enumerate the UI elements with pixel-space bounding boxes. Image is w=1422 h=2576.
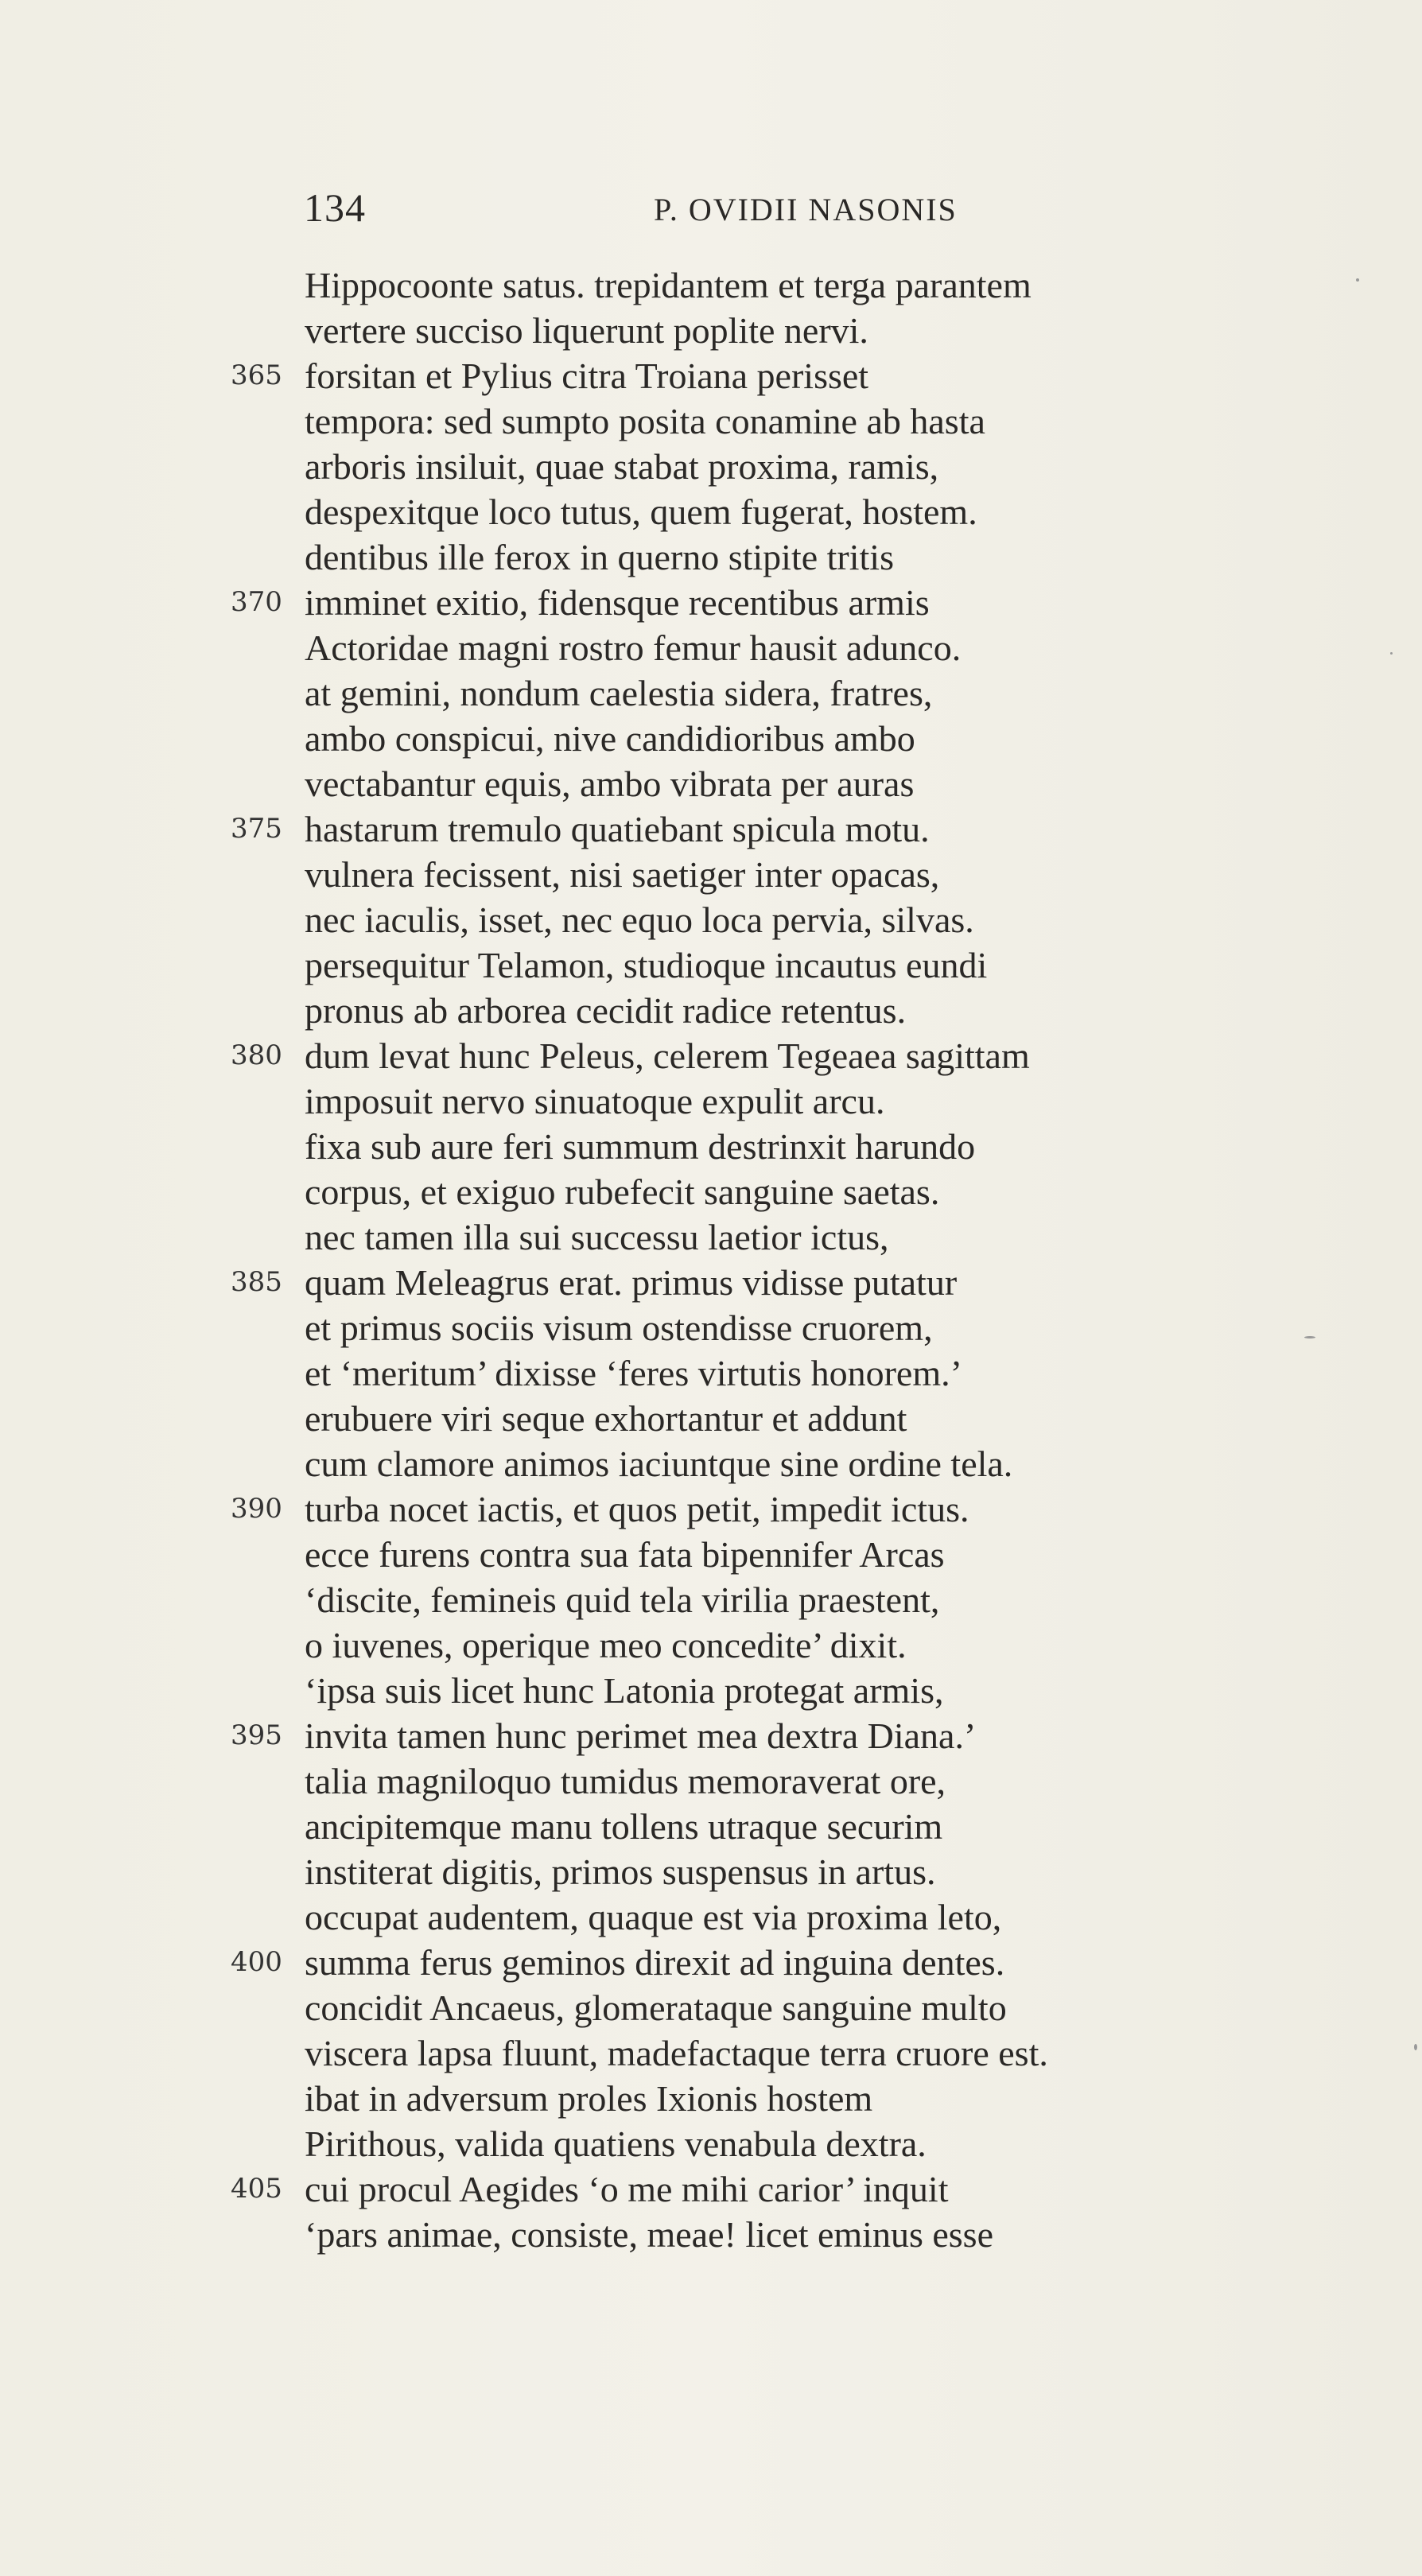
verse-line bbox=[0, 1350, 1422, 1396]
verse-line bbox=[0, 1849, 1422, 1894]
verse-line bbox=[0, 1668, 1422, 1713]
verse-line bbox=[0, 580, 1422, 625]
verse-line-text: ambo conspicui, nive candidioribus ambo bbox=[305, 718, 915, 759]
verse-line-text: Pirithous, valida quatiens venabula dextra. bbox=[305, 2123, 927, 2164]
verse-line bbox=[0, 534, 1422, 580]
verse-line bbox=[0, 2212, 1422, 2257]
verse-line bbox=[0, 1396, 1422, 1441]
verse-line bbox=[0, 1305, 1422, 1350]
verse-line bbox=[0, 806, 1422, 852]
verse-line bbox=[0, 353, 1422, 398]
verse-line bbox=[0, 716, 1422, 761]
verse-line-text: cui procul Aegides ‘o me mihi carior’ inquit bbox=[305, 2169, 949, 2209]
verse-line bbox=[0, 1532, 1422, 1577]
line-number: 385 bbox=[231, 1266, 282, 1298]
verse-line bbox=[0, 308, 1422, 353]
verse-line bbox=[0, 670, 1422, 716]
verse-line-text: vertere succiso liquerunt poplite nervi. bbox=[305, 310, 868, 351]
verse-line bbox=[0, 988, 1422, 1033]
verse-text bbox=[0, 262, 1422, 2257]
verse-line bbox=[0, 1622, 1422, 1668]
verse-line-text: imposuit nervo sinuatoque expulit arcu. bbox=[305, 1081, 885, 1121]
page-number: 134 bbox=[304, 185, 366, 230]
verse-line-text: dum levat hunc Peleus, celerem Tegeaea sagittam bbox=[305, 1035, 1030, 1076]
verse-line-text: turba nocet iactis, et quos petit, impedit ictus. bbox=[305, 1489, 969, 1529]
verse-line-text: nec tamen illa sui successu laetior ictus, bbox=[305, 1217, 889, 1257]
line-number: 400 bbox=[231, 1946, 282, 1978]
verse-line-text: corpus, et exiguo rubefecit sanguine saetas. bbox=[305, 1171, 940, 1212]
verse-line-text: vulnera fecissent, nisi saetiger inter opacas, bbox=[305, 854, 940, 895]
verse-line-text: dentibus ille ferox in querno stipite tritis bbox=[305, 537, 894, 577]
verse-line-text: ancipitemque manu tollens utraque securim bbox=[305, 1806, 943, 1847]
verse-line-text: summa ferus geminos direxit ad inguina dentes. bbox=[305, 1942, 1005, 1983]
verse-line bbox=[0, 1804, 1422, 1849]
verse-line bbox=[0, 1985, 1422, 2030]
verse-line bbox=[0, 444, 1422, 489]
verse-line bbox=[0, 625, 1422, 670]
verse-line bbox=[0, 1033, 1422, 1078]
running-head: P. OVIDII NASONIS bbox=[654, 192, 958, 227]
verse-line-text: ‘ipsa suis licet hunc Latonia protegat armis, bbox=[305, 1670, 944, 1711]
verse-line-text: ‘pars animae, consiste, meae! licet eminus esse bbox=[305, 2214, 994, 2255]
verse-line-text: erubuere viri seque exhortantur et addunt bbox=[305, 1398, 907, 1439]
verse-line-text: invita tamen hunc perimet mea dextra Diana.’ bbox=[305, 1715, 977, 1756]
verse-line-text: arboris insiluit, quae stabat proxima, ramis, bbox=[305, 446, 939, 487]
verse-line bbox=[0, 1758, 1422, 1804]
verse-line bbox=[0, 1486, 1422, 1532]
verse-line-text: forsitan et Pylius citra Troiana perisset bbox=[305, 356, 869, 396]
margin-speck bbox=[1356, 278, 1359, 282]
verse-line-text: tempora: sed sumpto posita conamine ab hasta bbox=[305, 401, 985, 441]
verse-line-text: cum clamore animos iaciuntque sine ordine tela. bbox=[305, 1443, 1013, 1484]
verse-line bbox=[0, 852, 1422, 897]
verse-line bbox=[0, 1713, 1422, 1758]
verse-line bbox=[0, 1260, 1422, 1305]
verse-line-text: Hippocoonte satus. trepidantem et terga parantem bbox=[305, 265, 1032, 305]
verse-line bbox=[0, 1894, 1422, 1940]
verse-line bbox=[0, 398, 1422, 444]
verse-line bbox=[0, 1577, 1422, 1622]
line-number: 395 bbox=[231, 1719, 282, 1751]
verse-line bbox=[0, 761, 1422, 806]
verse-line bbox=[0, 942, 1422, 988]
verse-line-text: quam Meleagrus erat. primus vidisse putatur bbox=[305, 1262, 958, 1303]
verse-line-text: talia magniloquo tumidus memoraverat ore, bbox=[305, 1761, 946, 1801]
verse-line-text: ibat in adversum proles Ixionis hostem bbox=[305, 2078, 873, 2119]
verse-line-text: hastarum tremulo quatiebant spicula motu. bbox=[305, 809, 930, 849]
page-header bbox=[304, 185, 1043, 240]
verse-line bbox=[0, 1214, 1422, 1260]
margin-speck bbox=[1414, 2044, 1417, 2050]
verse-line-text: ‘discite, femineis quid tela virilia praestent, bbox=[305, 1579, 940, 1620]
verse-line-text: et ‘meritum’ dixisse ‘feres virtutis honorem.’ bbox=[305, 1353, 962, 1393]
verse-line-text: imminet exitio, fidensque recentibus armis bbox=[305, 582, 930, 623]
verse-line bbox=[0, 2166, 1422, 2212]
verse-line-text: ecce furens contra sua fata bipennifer Arcas bbox=[305, 1534, 945, 1575]
line-number: 405 bbox=[231, 2173, 282, 2205]
verse-line bbox=[0, 2121, 1422, 2166]
verse-line-text: fixa sub aure feri summum destrinxit harundo bbox=[305, 1126, 976, 1167]
verse-line-text: pronus ab arborea cecidit radice retentus. bbox=[305, 990, 907, 1031]
verse-line-text: viscera lapsa fluunt, madefactaque terra cruore est. bbox=[305, 2033, 1048, 2073]
verse-line-text: o iuvenes, operique meo concedite’ dixit. bbox=[305, 1625, 907, 1665]
margin-speck bbox=[1304, 1336, 1315, 1339]
line-number: 375 bbox=[231, 813, 282, 845]
verse-line bbox=[0, 2030, 1422, 2076]
verse-line-text: vectabantur equis, ambo vibrata per auras bbox=[305, 763, 915, 804]
verse-line bbox=[0, 897, 1422, 942]
verse-line-text: concidit Ancaeus, glomerataque sanguine multo bbox=[305, 1987, 1007, 2028]
line-number: 380 bbox=[231, 1039, 282, 1071]
verse-line bbox=[0, 1078, 1422, 1124]
verse-line-text: Actoridae magni rostro femur hausit adunco. bbox=[305, 627, 962, 668]
margin-speck bbox=[1390, 652, 1393, 655]
verse-line bbox=[0, 489, 1422, 534]
verse-line-text: nec iaculis, isset, nec equo loca pervia, silvas. bbox=[305, 899, 974, 940]
verse-line bbox=[0, 1124, 1422, 1169]
verse-line-text: institerat digitis, primos suspensus in artus. bbox=[305, 1851, 936, 1892]
line-number: 365 bbox=[231, 359, 282, 391]
verse-line bbox=[0, 262, 1422, 308]
verse-line bbox=[0, 2076, 1422, 2121]
line-number: 370 bbox=[231, 586, 282, 618]
verse-line-text: at gemini, nondum caelestia sidera, fratres, bbox=[305, 673, 933, 713]
verse-line-text: despexitque loco tutus, quem fugerat, hostem. bbox=[305, 491, 977, 532]
verse-line-text: persequitur Telamon, studioque incautus eundi bbox=[305, 945, 988, 985]
verse-line bbox=[0, 1169, 1422, 1214]
verse-line bbox=[0, 1940, 1422, 1985]
line-number: 390 bbox=[231, 1493, 282, 1525]
verse-line bbox=[0, 1441, 1422, 1486]
verse-line-text: et primus sociis visum ostendisse cruorem, bbox=[305, 1307, 933, 1348]
verse-line-text: occupat audentem, quaque est via proxima leto, bbox=[305, 1897, 1002, 1937]
